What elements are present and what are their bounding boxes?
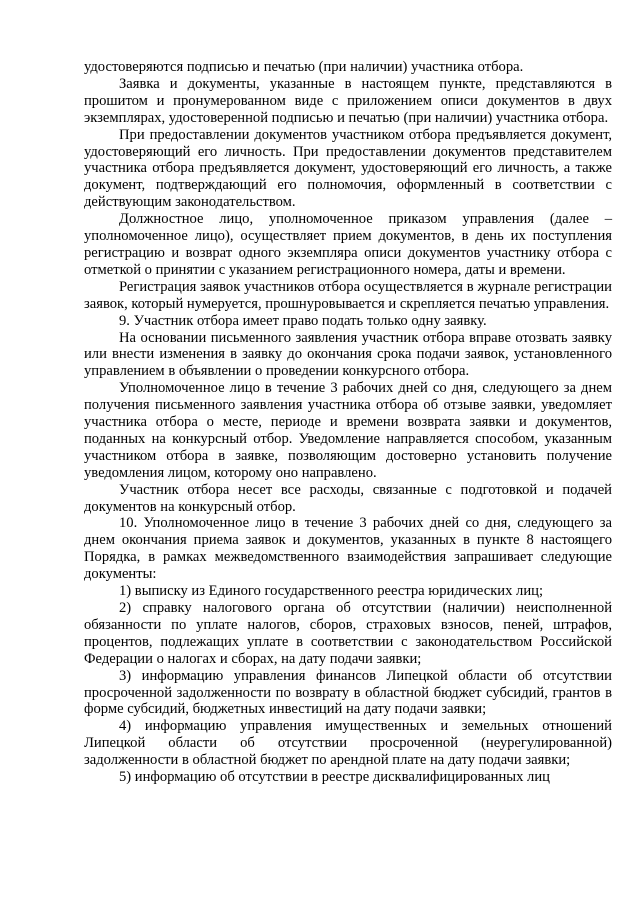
paragraph-item-10: 10. Уполномоченное лицо в течение 3 рабочих дней со дня, следующего за днем окончания приема заявок и документов, указанных в пункте 8 настоящего Порядка, в рамках межведомственного взаимодействия запрашивает следующие документы: (84, 515, 612, 583)
paragraph-registration-journal: Регистрация заявок участников отбора осуществляется в журнале регистрации заявок, который нумеруется, прошнуровывается и скрепляется печатью управления. (84, 278, 612, 312)
list-item-4: 4) информацию управления имущественных и земельных отношений Липецкой области об отсутствии просроченной (неурегулированной) задолженности в областной бюджет по арендной плате на дату подачи заявки; (84, 718, 612, 769)
paragraph-notification: Уполномоченное лицо в течение 3 рабочих дней со дня, следующего за днем получения письменного заявления участника отбора об отзыве заявки, уведомляет участника отбора о месте, периоде и времени возврата заявки и документов, поданных на конкурсный отбор. Уведомление направляется способом, указанным участником отбора в заявке, позволяющим достоверно установить получение уведомления лицом, которому оно направлено. (84, 380, 612, 481)
list-item-2: 2) справку налогового органа об отсутствии (наличии) неисполненной обязанности по уплате налогов, сборов, страховых взносов, пеней, штрафов, процентов, подлежащих уплате в соответствии с законодательством Российской Федерации о налогах и сборах, на дату подачи заявки; (84, 600, 612, 667)
paragraph-identity-documents: При предоставлении документов участником отбора предъявляется документ, удостоверяющий его личность. При предоставлении документов представителем участника отбора предъявляется документ, удостоверяющий его личность, а также документ, подтверждающий его полномочия, оформленный в соответствии с действующим законодательством. (84, 126, 612, 211)
list-item-5: 5) информацию об отсутствии в реестре дисквалифицированных лиц (119, 769, 550, 786)
list-item-1: 1) выписку из Единого государственного реестра юридических лиц; (119, 583, 544, 600)
paragraph-withdrawal: На основании письменного заявления участник отбора вправе отозвать заявку или внести изменения в заявку до окончания срока подачи заявок, установленного управлением в объявлении о проведении конкурсного отбора. (84, 329, 612, 380)
paragraph-expenses: Участник отбора несет все расходы, связанные с подготовкой и подачей документов на конкурсный отбор. (84, 481, 612, 515)
document-page (84, 59, 612, 786)
list-item-3: 3) информацию управления финансов Липецкой области об отсутствии просроченной задолженности по возврату в областной бюджет субсидий, грантов в форме субсидий, бюджетных инвестиций на дату подачи заявки; (84, 667, 612, 718)
paragraph-authorized-person: Должностное лицо, уполномоченное приказом управления (далее – уполномоченное лицо), осуществляет прием документов, в день их поступления регистрацию и возврат одного экземпляра описи документов участнику отбора с отметкой о принятии с указанием регистрационного номера, даты и времени. (84, 211, 612, 278)
paragraph-continuation: удостоверяются подписью и печатью (при наличии) участника отбора. (84, 59, 524, 75)
paragraph-application-format: Заявка и документы, указанные в настоящем пункте, представляются в прошитом и пронумерованном виде с приложением описи документов в двух экземплярах, удостоверенной подписью и печатью (при наличии) участника отбора. (84, 75, 612, 126)
paragraph-item-9: 9. Участник отбора имеет право подать только одну заявку. (119, 312, 487, 329)
